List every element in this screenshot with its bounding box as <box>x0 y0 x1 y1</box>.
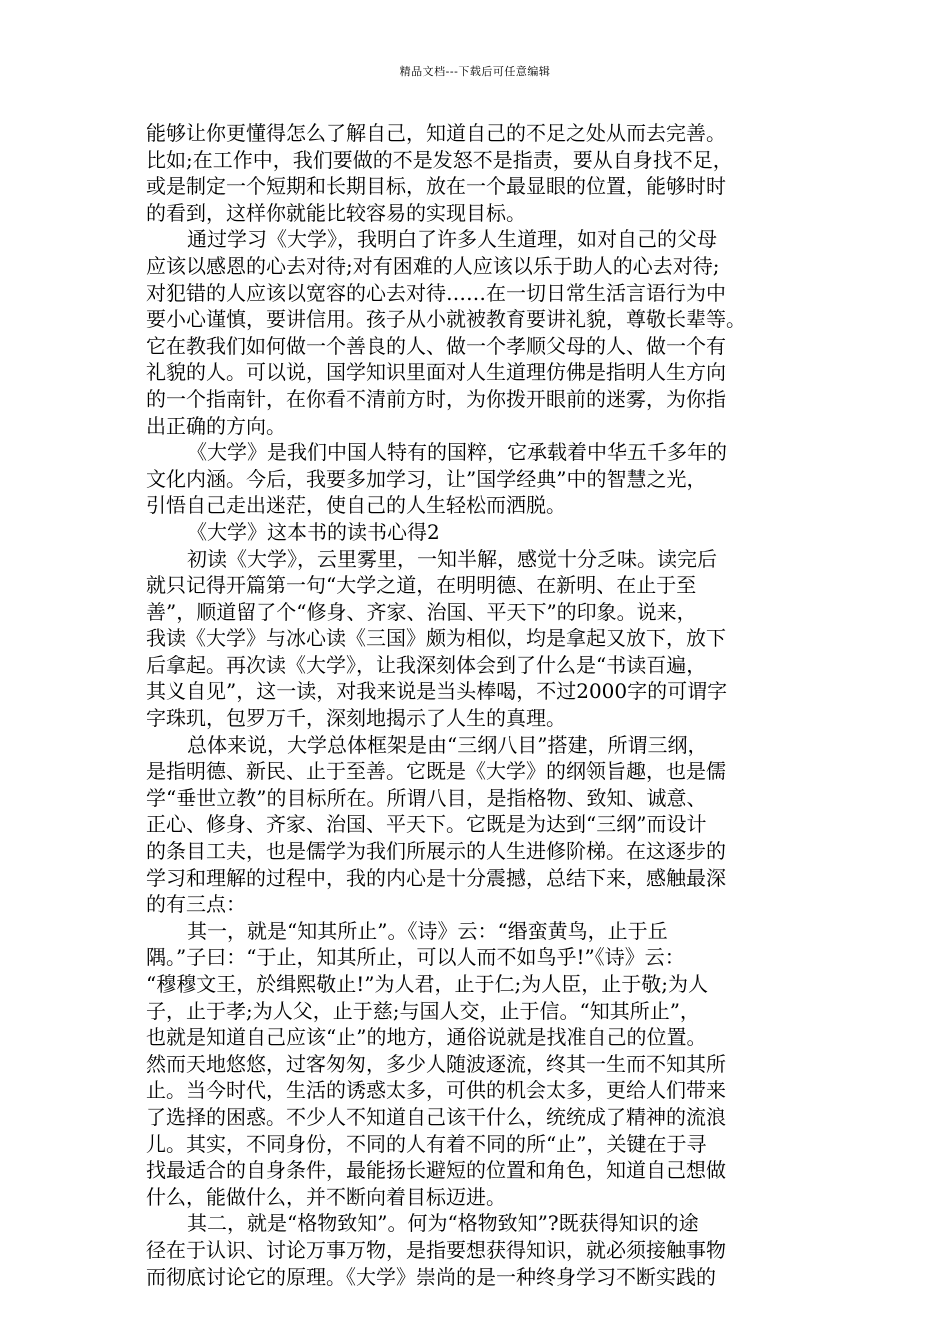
text-line: 比如;在工作中，我们要做的不是发怒不是指责，要从自身找不足， <box>146 147 733 172</box>
text-line: 初读《大学》，云里雾里，一知半解，感觉十分乏味。读完后 <box>187 546 717 571</box>
text-line: 文化内涵。今后，我要多加学习，让”国学经典”中的智慧之光， <box>146 466 707 491</box>
text-line: 善”，顺道留了个“修身、齐家、治国、平天下”的印象。说来， <box>146 599 697 624</box>
text-line: 《大学》是我们中国人特有的国粹，它承载着中华五千多年的 <box>187 440 727 465</box>
text-line: 是指明德、新民、止于至善。它既是《大学》的纲领旨趣，也是儒 <box>146 759 726 784</box>
text-line: 礼貌的人。可以说，国学知识里面对人生道理仿佛是指明人生方向 <box>146 360 726 385</box>
text-line: 它在教我们如何做一个善良的人、做一个孝顺父母的人、做一个有 <box>146 333 726 358</box>
page-header: 精品文档---下载后可任意编辑 <box>399 65 551 78</box>
text-line: 总体来说，大学总体框架是由“三纲八目”搭建，所谓三纲， <box>187 732 708 757</box>
text-line: 对犯错的人应该以宽容的心去对待……在一切日常生活言语行为中 <box>146 280 726 305</box>
text-line: 了选择的困惑。不少人不知道自己该干什么，统统成了精神的流浪 <box>146 1104 726 1129</box>
text-line: 其义自见”，这一读，对我来说是当头棒喝，不过2000字的可谓字 <box>146 679 728 704</box>
text-line: 其一，就是“知其所止”。《诗》云：“缗蛮黄鸟，止于丘 <box>187 918 668 943</box>
text-line: 能够让你更懂得怎么了解自己，知道自己的不足之处从而去完善。 <box>146 121 726 145</box>
text-line: 径在于认识、讨论万事万物，是指要想获得知识，就必须接触事物 <box>146 1237 726 1262</box>
text-line: 出正确的方向。 <box>146 413 286 438</box>
document-body <box>146 120 826 1290</box>
text-line: 《大学》这本书的读书心得2 <box>187 519 440 544</box>
text-line: 学习和理解的过程中，我的内心是十分震撼，总结下来，感触最深 <box>146 865 726 890</box>
text-line: 字珠玑，包罗万千，深刻地揭示了人生的真理。 <box>146 706 566 731</box>
text-line: 找最适合的自身条件，最能扬长避短的位置和角色，知道自己想做 <box>146 1158 726 1183</box>
text-line: 就只记得开篇第一句“大学之道，在明明德、在新明、在止于至 <box>146 573 697 598</box>
text-line: 的条目工夫，也是儒学为我们所展示的人生进修阶梯。在这逐步的 <box>146 839 726 864</box>
text-line: 也就是知道自己应该“止”的地方，通俗说就是找准自己的位置。 <box>146 1025 707 1050</box>
text-line: 的看到，这样你就能比较容易的实现目标。 <box>146 200 526 225</box>
text-line: 的一个指南针，在你看不清前方时，为你拨开眼前的迷雾，为你指 <box>146 386 726 411</box>
text-line: 要小心谨慎，要讲信用。孩子从小就被教育要讲礼貌，尊敬长辈等。 <box>146 307 746 332</box>
text-line: 子，止于孝;为人父，止于慈;与国人交，止于信。“知其所止”， <box>146 998 700 1023</box>
text-line: 其二，就是“格物致知”。何为“格物致知”?既获得知识的途 <box>187 1211 699 1236</box>
text-line: 什么，能做什么，并不断向着目标迈进。 <box>146 1184 506 1209</box>
text-line: 儿。其实，不同身份，不同的人有着不同的所“止”，关键在于寻 <box>146 1131 707 1156</box>
text-line: 或是制定一个短期和长期目标，放在一个最显眼的位置，能够时时 <box>146 174 726 199</box>
text-line: 引悟自己走出迷茫，使自己的人生轻松而洒脱。 <box>146 493 566 518</box>
text-line: 隅。”子曰：“于止，知其所止，可以人而不如鸟乎!”《诗》云： <box>146 945 685 970</box>
text-line: 学“垂世立教”的目标所在。所谓八目，是指格物、致知、诚意、 <box>146 785 707 810</box>
text-line: 然而天地悠悠，过客匆匆，多少人随波逐流，终其一生而不知其所 <box>146 1051 726 1076</box>
text-line: “穆穆文王，於缉熙敬止!”为人君，止于仁;为人臣，止于敬;为人 <box>146 972 708 996</box>
text-line: 我读《大学》与冰心读《三国》颇为相似，均是拿起又放下，放下 <box>146 626 726 651</box>
text-line: 止。当今时代，生活的诱惑太多，可供的机会太多，更给人们带来 <box>146 1078 726 1103</box>
text-line: 正心、修身、齐家、治国、平天下。它既是为达到“三纲”而设计 <box>146 812 707 837</box>
text-line: 的有三点： <box>146 892 246 917</box>
text-line: 通过学习《大学》，我明白了许多人生道理，如对自己的父母 <box>187 227 717 252</box>
text-line: 后拿起。再次读《大学》，让我深刻体会到了什么是“书读百遍， <box>146 652 707 677</box>
text-line: 应该以感恩的心去对待;对有困难的人应该以乐于助人的心去对待; <box>146 253 720 278</box>
text-line: 而彻底讨论它的原理。《大学》崇尚的是一种终身学习不断实践的 <box>146 1264 716 1289</box>
